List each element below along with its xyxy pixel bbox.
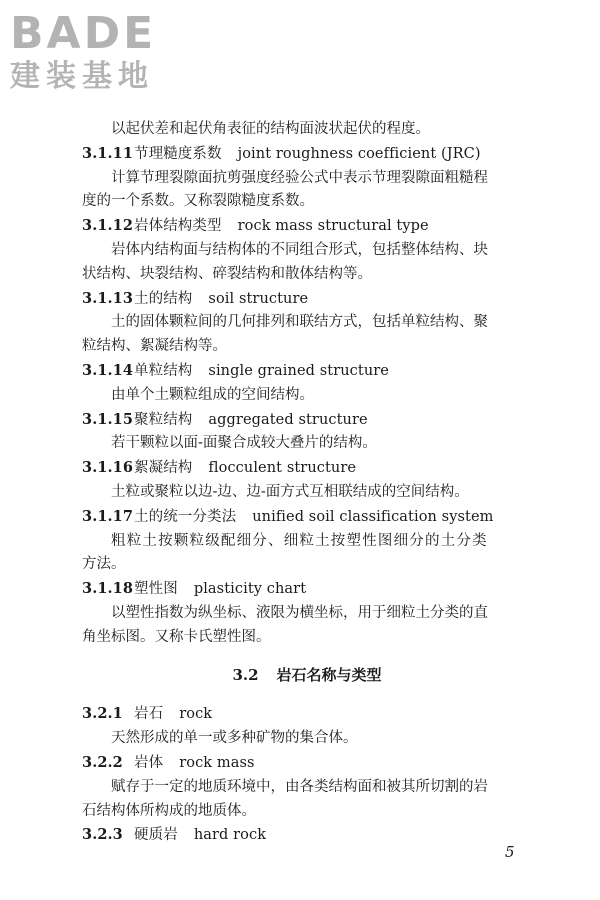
definition-line: 粗粒土按颗粒级配细分、细粒土按塑性图细分的土分类	[111, 532, 488, 549]
term-chinese: 塑性图	[134, 581, 178, 598]
definition-line: 角坐标图。又称卡氏塑性图。	[82, 628, 271, 645]
term-chinese: 土的结构	[134, 290, 193, 307]
term-english: rock mass	[179, 754, 255, 771]
document-page	[82, 118, 532, 848]
definition-line: 土的固体颗粒间的几何排列和联结方式，包括单粒结构、聚	[111, 314, 488, 331]
term-english: flocculent structure	[208, 460, 357, 477]
definition-line: 计算节理裂隙面抗剪强度经验公式中表示节理裂隙面粗糙程	[111, 169, 488, 186]
definition-line: 粒结构、絮凝结构等。	[82, 338, 227, 355]
term-english: joint roughness coefficient (JRC)	[237, 145, 481, 162]
definition-line: 若干颗粒以面-面聚合成较大叠片的结构。	[111, 435, 377, 452]
term-english: rock mass structural type	[237, 218, 429, 235]
term-heading	[82, 287, 532, 312]
section-title: 岩石名称与类型	[276, 665, 382, 684]
term-chinese: 岩石	[134, 706, 164, 723]
term-chinese: 絮凝结构	[134, 460, 193, 477]
term-heading	[82, 456, 532, 481]
definition-line: 状结构、块裂结构、碎裂结构和散体结构等。	[82, 265, 372, 282]
bade-watermark-logo	[8, 6, 178, 92]
term-chinese: 岩体结构类型	[134, 218, 222, 235]
definition-line: 赋存于一定的地质环境中，由各类结构面和被其所切割的岩	[111, 778, 488, 795]
term-english: aggregated structure	[208, 411, 368, 428]
term-chinese: 岩体	[134, 754, 164, 771]
term-english: soil structure	[208, 290, 309, 307]
term-number: 3.1.18	[82, 580, 134, 598]
term-heading	[82, 823, 532, 848]
term-number: 3.2.1	[82, 705, 123, 723]
term-chinese: 单粒结构	[134, 362, 193, 379]
term-heading	[82, 408, 532, 433]
term-number: 3.1.14	[82, 361, 134, 379]
term-chinese: 节理糙度系数	[134, 145, 222, 162]
lead-line: 以起伏差和起伏角表征的结构面波状起伏的程度。	[111, 121, 430, 137]
term-chinese: 土的统一分类法	[134, 508, 237, 525]
term-number: 3.1.16	[82, 459, 134, 477]
term-heading	[82, 142, 532, 167]
definition-line: 度的一个系数。又称裂隙糙度系数。	[82, 193, 314, 210]
page-number: 5	[505, 843, 515, 861]
term-english: unified soil classification system	[252, 508, 494, 525]
term-number: 3.1.13	[82, 289, 134, 307]
definition-line: 土粒或聚粒以边-边、边-面方式互相联结成的空间结构。	[111, 483, 469, 500]
definition-line: 天然形成的单一或多种矿物的集合体。	[111, 730, 358, 747]
term-heading	[82, 214, 532, 239]
term-heading	[82, 359, 532, 384]
term-chinese: 硬质岩	[134, 827, 178, 844]
section-number: 3.2	[232, 665, 259, 684]
term-chinese: 聚粒结构	[134, 411, 193, 428]
definition-line: 石结构体所构成的地质体。	[82, 802, 256, 819]
term-heading	[82, 751, 532, 776]
term-english: single grained structure	[208, 362, 389, 379]
definition-line: 以塑性指数为纵坐标、液限为横坐标，用于细粒土分类的直	[111, 604, 488, 621]
term-heading	[82, 702, 532, 727]
term-number: 3.1.11	[82, 144, 134, 162]
term-heading	[82, 577, 532, 602]
term-number: 3.1.12	[82, 217, 134, 235]
term-number: 3.2.2	[82, 753, 123, 771]
definition-line: 岩体内结构面与结构体的不同组合形式，包括整体结构、块	[111, 241, 488, 258]
term-number: 3.2.3	[82, 826, 123, 844]
watermark-brand: BADE	[10, 8, 157, 59]
definition-line: 方法。	[82, 556, 126, 573]
term-english: rock	[179, 706, 213, 723]
term-heading	[82, 505, 532, 530]
term-english: hard rock	[193, 827, 267, 844]
term-english: plasticity chart	[193, 581, 307, 598]
definition-line: 由单个土颗粒组成的空间结构。	[111, 386, 314, 403]
term-number: 3.1.15	[82, 410, 134, 428]
watermark-subtitle: 建装基地	[10, 59, 154, 92]
term-number: 3.1.17	[82, 507, 134, 525]
section-heading	[82, 664, 532, 688]
